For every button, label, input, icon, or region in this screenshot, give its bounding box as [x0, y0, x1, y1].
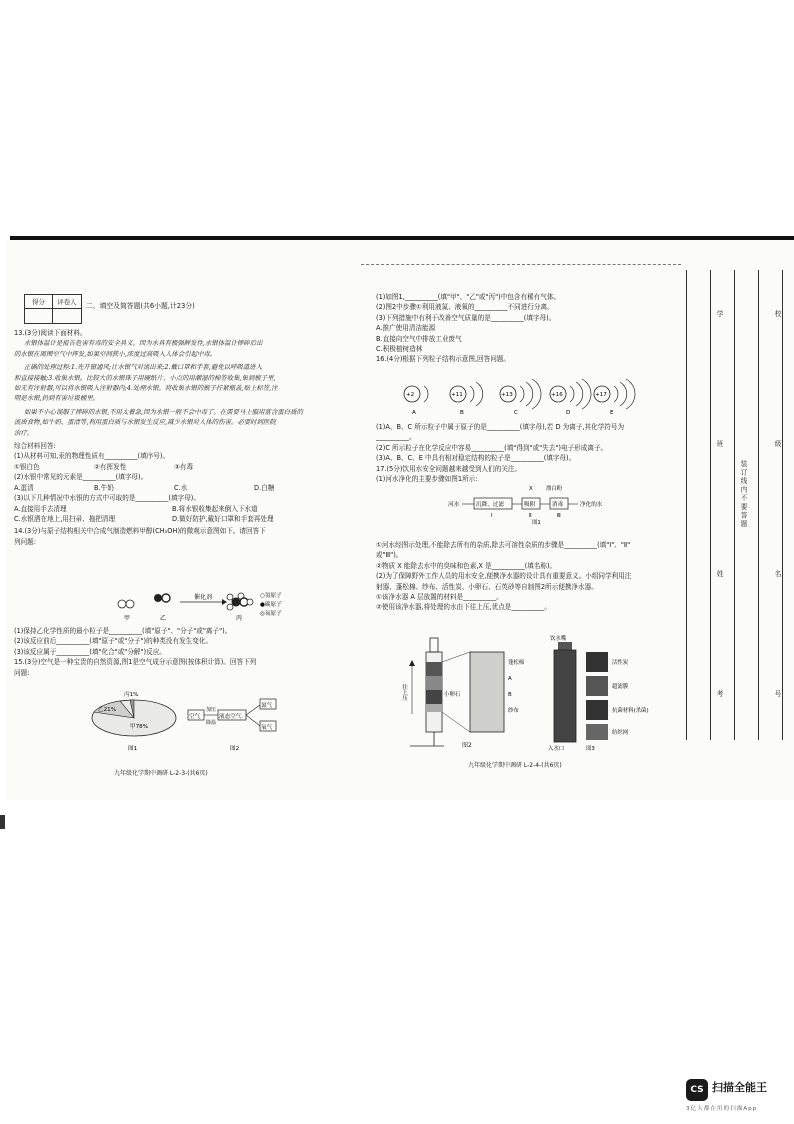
fig3-caption: 图3: [586, 746, 595, 752]
flow-nitrogen: 氮气: [261, 703, 273, 709]
step-3: Ⅲ: [557, 513, 561, 519]
oxygen-atom: [162, 594, 170, 602]
flow-liquid-air: 液态空气: [219, 714, 242, 720]
char: 班: [715, 440, 723, 449]
q16-stem: 16.(4分)根据下列粒子结构示意图,回答问题。: [376, 355, 511, 364]
char: 题: [739, 520, 747, 529]
binding-line: [710, 270, 711, 740]
q13-s1: (1)从材料可知,汞的物理性质有__________(填序号)。: [14, 452, 170, 461]
field-class-label: [714, 440, 724, 449]
char: 装: [739, 460, 747, 469]
char: 订: [739, 468, 747, 478]
fig2-caption: 图2: [462, 742, 472, 749]
score-cell: [25, 309, 53, 323]
q17-q1: ①河水经图示处理,不能除去所有的杂质,除去可溶性杂质的步骤是__________(填"Ⅰ"、"Ⅱ": [376, 541, 631, 549]
layer-a: [426, 676, 442, 690]
q13-p1a: 水银体温计是报告危害有毒的安全具义。因为水具有极强鲜发性,水银体温计摔碎后出: [24, 339, 263, 348]
option: ②有挥发性: [94, 462, 127, 471]
option: D.做好防护,戴好口罩和手套再处理: [172, 514, 274, 523]
option: B.牛奶: [94, 483, 114, 492]
q16-atom-diagrams: [398, 376, 638, 418]
push-up-label: 往上压: [401, 684, 407, 701]
q14-stem2: 列问题:: [14, 537, 37, 546]
atom-d: [550, 379, 591, 416]
left-page-footer: 九年级化学期中调研 L-2-3-(共6页): [114, 770, 208, 777]
legend-oxygen: ◎氧原子: [260, 611, 282, 617]
layer-pebble: [426, 704, 442, 712]
field-school-label-2: [772, 310, 782, 319]
flow-disinfect: 消毒: [552, 502, 564, 508]
q13-s2: (2)水银中常见的元素是__________(填字母)。: [14, 473, 148, 482]
q13-s3-options-a: [14, 504, 332, 514]
flow-settle: 沉降、过滤: [476, 502, 504, 508]
right-page-text-3: [376, 540, 676, 613]
right-page-text-2: [376, 422, 676, 484]
binding-line: [782, 270, 783, 740]
q15-stem2: 问题:: [14, 668, 30, 677]
atom-a-core: +2: [406, 392, 415, 398]
fig1-caption: 图1: [128, 746, 138, 752]
fig2-caption: 图2: [230, 746, 240, 752]
q13-p3a: 如果不小心误服了摔碎的水银,不用太着急,因为水银一般不会中毒了。在需要马上服用富含蛋白质的: [24, 407, 303, 416]
q13-p1b: 的水银在周围空气中挥发,如果空间狭小,浓度过高吸入人体会引起中毒。: [14, 349, 217, 358]
binding-margin: [686, 270, 788, 740]
field-name-label: [714, 570, 724, 579]
char: 不: [739, 494, 747, 504]
q14-s1: (1)保持乙化学性质的最小粒子是__________(填"原子"、"分子"或"离子")。: [14, 627, 232, 635]
score-table: [24, 294, 82, 324]
fig1-caption: 图1: [532, 520, 541, 526]
q15-opt-c: C.积极植树造林: [376, 345, 423, 354]
flow-oxygen: 氧气: [261, 725, 273, 731]
char: 内: [739, 485, 747, 495]
layer-cotton: [426, 662, 442, 676]
arrow-head: [222, 599, 227, 605]
field-id-label-2: [772, 690, 782, 699]
atom-e-core: +17: [595, 392, 607, 398]
flow-x-label: X: [529, 486, 533, 492]
label-mesh: 纺织网: [612, 730, 629, 736]
right-page-footer: 九年级化学期中调研 L-2-4-(共6页): [468, 762, 562, 769]
q17-purification-flow: [446, 482, 646, 524]
pie-label-jia: 甲78%: [130, 724, 149, 730]
part-mesh: [586, 724, 608, 740]
option: D.白糖: [254, 483, 275, 492]
layer-zoom-box: [470, 652, 504, 732]
label-mouthpiece: 饮水嘴: [550, 636, 567, 642]
char: 级: [773, 440, 781, 449]
legend-hydrogen: ○氢原子: [260, 593, 282, 599]
label-antibacterial: 抗菌材料(杀菌): [612, 708, 649, 714]
field-name-label-2: [772, 570, 782, 579]
hydrogen-atom: [118, 600, 126, 608]
flow-air: 空气: [189, 714, 201, 720]
q17-s2b: 射器、蓬松棉、纱布、活性炭、小卵石、石英砂等自制图2所示便携净水器。: [376, 582, 598, 591]
bottle-body: [554, 650, 576, 742]
q17-fig2-syringe: [401, 634, 534, 754]
q17-s2: (2)为了保障野外工作人员的用水安全,便携净水器的设计具有重要意义。小组同学利用注: [376, 572, 632, 581]
q13-p3b: 流质食物,如牛奶、蛋清等,利用蛋白质与水银发生反应,减少水银对人体的伤害。必要时到医院: [14, 418, 276, 427]
flow-adsorb: 吸附: [524, 502, 536, 508]
q16-s1b: __________。: [376, 433, 416, 442]
q15-opt-b: B.直接向空气中排放工业废气: [376, 334, 462, 343]
hydrogen-atom: [227, 604, 233, 610]
atom-c: [500, 379, 541, 416]
hydrogen-atom: [247, 599, 253, 605]
hydrogen-atom: [227, 594, 233, 600]
legend-carbon: ●碳原子: [260, 602, 282, 608]
q16-s2: (2)C 所示粒子在化学反应中容易__________(填"得到"或"失去")电子形成离子。: [376, 443, 608, 452]
no-answer-notice: [738, 460, 748, 529]
q17-q4: ②使用该净水器,将处理的水由下往上压,优点是__________。: [376, 603, 551, 612]
flow-bleach-label: 漂白粉: [546, 486, 563, 492]
part-antibacterial: [586, 700, 608, 720]
carbon-atom: [154, 594, 162, 602]
flow-cool: 降温: [206, 720, 217, 726]
q14-s2: (2)该反应前后__________(填"原子"或"分子")的种类没有发生变化。: [14, 637, 213, 646]
char: 校: [773, 310, 781, 319]
grader-header: 评卷人: [53, 295, 81, 309]
arrow-head: [409, 660, 415, 666]
q15-s3: (3)下列措施中有利于改善空气质量的是__________(填字母)。: [376, 313, 556, 322]
step-1: Ⅰ: [491, 513, 493, 519]
atom-b-core: +11: [451, 392, 463, 398]
label-bing: 丙: [236, 615, 243, 622]
pie-label-yi: 乙21%: [98, 707, 117, 713]
scanner-watermark: [686, 1077, 778, 1113]
page-top-dash: [361, 264, 681, 266]
q13-prompt: 综合材料回答:: [14, 442, 56, 451]
field-school-label: [714, 310, 724, 319]
flow-clean-water: 净化的水: [580, 502, 603, 508]
q15-opt-a: A.推广使用清洁能源: [376, 324, 436, 333]
right-page-text: [376, 292, 676, 365]
option: A.直接用手去清理: [14, 504, 67, 513]
q16-s3: (3)A、B、C、E 中具有相对稳定结构的粒子是__________(填字母)。: [376, 454, 576, 463]
q13-s1-options: [14, 462, 332, 472]
option: ③有毒: [174, 462, 194, 471]
label-b: B: [508, 692, 512, 698]
label-inlet: 入水口: [548, 746, 565, 752]
syringe-plunger: [430, 638, 438, 652]
q13-s3-options-b: [14, 514, 332, 524]
left-page-text: [14, 328, 332, 547]
exam-sheet: [6, 240, 794, 800]
char: 考: [715, 690, 723, 699]
scan-edge-mark: [0, 815, 5, 829]
section-title: 二、填空及简答题(共6小题,计23分): [86, 302, 195, 310]
field-class-label-2: [772, 440, 782, 449]
flow-river-water: 河水: [448, 502, 460, 508]
atom-b-letter: B: [460, 410, 464, 416]
flow-arrow: [246, 715, 260, 726]
q17-stem: 17.(5分)饮用水安全问题越来越受到人们的关注。: [376, 464, 522, 473]
part-membrane: [586, 676, 608, 696]
step-2: Ⅱ: [529, 513, 532, 519]
atom-d-core: +16: [551, 392, 563, 398]
atom-e: [594, 379, 635, 416]
q15-s1: (1)如图1,__________(填"甲"、"乙"或"丙")中包含有稀有气体。: [376, 293, 561, 301]
atom-a-letter: A: [412, 410, 416, 416]
char: 号: [773, 690, 781, 699]
q15-figures: [90, 690, 330, 760]
label-cotton: 蓬松棉: [508, 660, 525, 666]
q14-s3: (3)该反应属于__________(填"化合"或"分解")反应。: [14, 647, 166, 656]
char: 名: [773, 570, 781, 579]
q17-q3: ①该净水器 A 层放置的材料是__________。: [376, 593, 503, 602]
binding-line: [758, 270, 759, 740]
flow-pressurize: 加压: [206, 707, 217, 713]
binding-line: [734, 270, 735, 740]
option: C.水: [174, 483, 188, 492]
q13-p2b: 和直接接触;3.收集水银。比较大的水银珠子用硬纸片、小点的用潮湿的棉签收集,集到瓶子里,: [14, 373, 276, 382]
label-membrane: 超滤膜: [612, 684, 629, 690]
label-pebble: 小卵石: [444, 692, 461, 698]
score-header: 得分: [25, 295, 53, 309]
q17-fig3-bottle: [546, 634, 676, 754]
atom-c-letter: C: [514, 410, 518, 416]
part-carbon: [586, 652, 608, 672]
label-jia: 甲: [124, 615, 131, 622]
q15-stem: 15.(3分)空气是一种宝贵的自然资源,图1是空气成分示意图(按体积计算)。回答下列: [14, 658, 257, 667]
q17-q2: ②物质 X 能除去水中的臭味和色素,X 是__________(填名称)。: [376, 561, 557, 570]
option: ①银白色: [14, 462, 40, 471]
atom-b: [450, 382, 483, 416]
q13-stem: 13.(3分)阅读下面材料。: [14, 329, 87, 337]
field-id-label: [714, 690, 724, 699]
option: B.将水银收集起来倒入下水道: [172, 504, 258, 513]
grader-cell: [53, 309, 81, 323]
q14-stem: 14.(3分)与原子结构相关中合成气制造燃料甲醇(CH₃OH)的微观示意图如下。请回答下: [14, 527, 266, 536]
blank-top-margin: [0, 0, 794, 236]
char: 要: [739, 503, 747, 512]
char: 学: [715, 310, 723, 319]
q13-p2d: 明是水银,扔到有害垃圾桶里。: [14, 394, 100, 403]
pie-label-bing: 丙1%: [124, 692, 139, 698]
zoom-line: [442, 712, 470, 732]
left-page-text-2: [14, 626, 332, 678]
atom-d-letter: D: [566, 410, 571, 416]
binding-line: [686, 270, 687, 740]
char: 答: [739, 511, 747, 521]
option: A.蛋清: [14, 483, 34, 492]
q13-p3c: 治疗。: [14, 428, 34, 437]
zoom-line: [442, 652, 470, 662]
scanner-subtitle: 3亿人都在用的扫描App: [686, 1106, 758, 1112]
camscanner-logo-icon: CS: [686, 1079, 708, 1101]
q13-s2-options: [14, 483, 332, 493]
label-yi: 乙: [160, 615, 167, 622]
label-carbon: 活性炭: [612, 660, 629, 666]
q13-p2c: 如无有注射器,可以将水银吸入注射器内;4.处理水银。将收集水银的瓶子拧紧瓶盖,贴上标签,注: [14, 384, 278, 393]
q17-s1: (1)河水净化的主要步骤如图1所示:: [376, 475, 478, 484]
layer-b: [426, 690, 442, 704]
q17-q1b: 或"Ⅲ")。: [376, 551, 403, 560]
char: 姓: [715, 570, 723, 579]
q13-p2a: 正确的处理过程:1.先开窗通风;让水银气对流出来;2.戴口罩和手套,避免以呼吸道进入: [24, 363, 262, 372]
q13-s3: (3)以下几种情况中水银的方式中可取的是__________(填字母)。: [14, 494, 200, 503]
atom-e-letter: E: [610, 410, 614, 416]
atom-a: [404, 386, 428, 416]
q16-s1: (1)A、B、C 所示粒子中属于原子的是__________(填字母),若 D 为离子,其化学符号为: [376, 423, 625, 431]
reaction-condition: 催化剂: [194, 594, 213, 601]
q15-s2: (2)图2中步骤①利用液氮、液氧的__________不同进行分离。: [376, 303, 554, 312]
flow-arrow: [246, 705, 260, 715]
label-a: A: [508, 676, 512, 682]
char: 线: [739, 477, 747, 486]
label-gauze: 纱布: [508, 708, 519, 714]
option: C.水银洒在地上,用扫帚、拖把清理: [14, 514, 116, 523]
atom-c-core: +13: [501, 392, 513, 398]
hydrogen-atom: [126, 600, 134, 608]
scanner-title: 扫描全能王: [712, 1081, 767, 1094]
bottle-cap: [558, 642, 572, 650]
